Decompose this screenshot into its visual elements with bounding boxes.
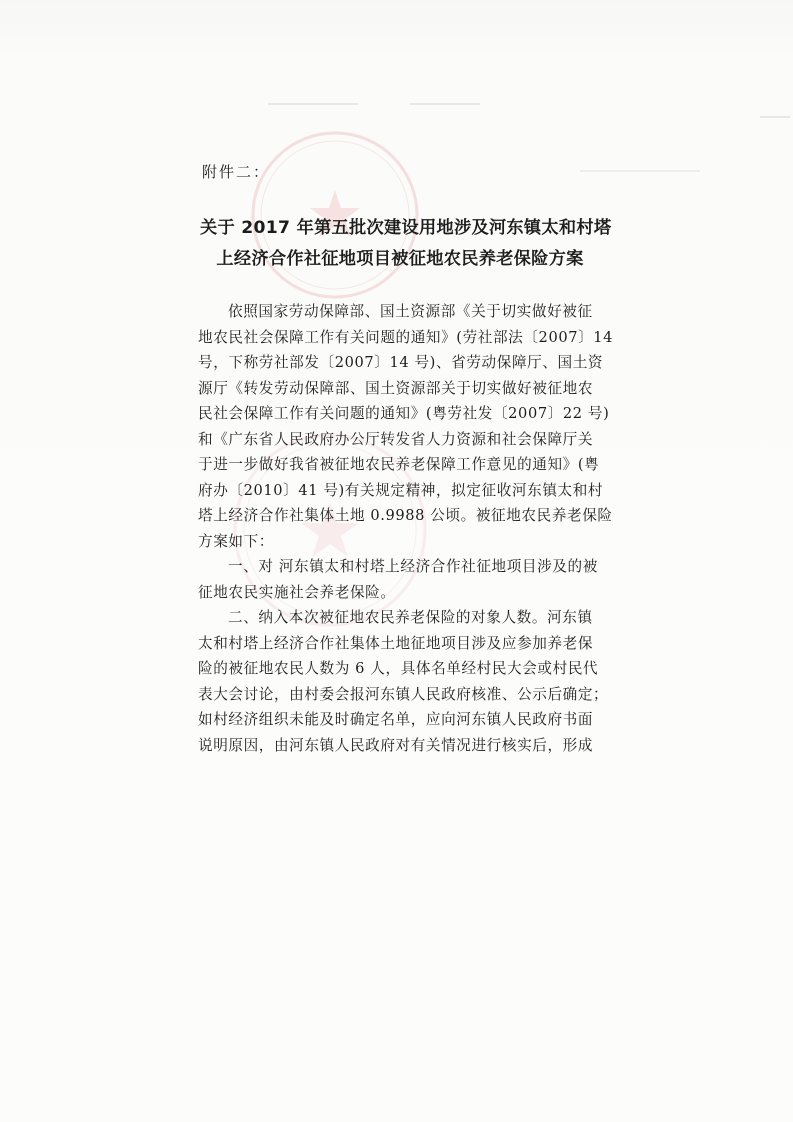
body-line: 征地农民实施社会养老保险。 [198,583,396,601]
scan-streak [580,170,700,172]
body-line: 险的被征地农民人数为 6 人，具体名单经村民大会或村民代 [198,660,599,677]
scan-streak [268,103,358,105]
body-line: 表大会讨论，由村委会报河东镇人民政府核准、公示后确定； [198,685,609,703]
document-body [198,299,614,758]
body-line: 二、纳入本次被征地农民养老保险的对象人数。河东镇 [228,609,593,626]
body-line: 府办〔2010〕41 号)有关规定精神，拟定征收河东镇太和村 [198,481,604,499]
body-line: 如村经济组织未能及时确定名单，应向河东镇人民政府书面 [198,711,594,728]
body-line: 依照国家劳动保障部、国土资源部《关于切实做好被征 [228,303,593,320]
body-line: 和《广东省人民政府办公厅转发省人力资源和社会保障厅关 [198,430,594,448]
body-line: 方案如下： [198,532,274,550]
body-line: 地农民社会保障工作有关问题的通知》(劳社部法〔2007〕14 [198,328,614,346]
body-line: 民社会保障工作有关问题的通知》(粤劳社发〔2007〕22 号) [198,405,610,422]
attachment-label: 附件二： [202,163,271,181]
title-line: 上经济合作社征地项目被征地农民养老保险方案 [216,249,584,269]
title-line: 关于 2017 年第五批次建设用地涉及河东镇太和村塔 [200,218,612,238]
body-line: 塔上经济合作社集体土地 0.9988 公顷。被征地农民养老保险 [198,507,613,524]
body-line: 说明原因，由河东镇人民政府对有关情况进行核实后，形成 [198,736,594,754]
body-line: 一、对 河东镇太和村塔上经济合作社征地项目涉及的被 [228,558,598,575]
scan-streak [410,103,480,105]
body-line: 于进一步做好我省被征地农民养老保障工作意见的通知》(粤 [198,456,600,473]
body-line: 太和村塔上经济合作社集体土地征地项目涉及应参加养老保 [198,634,594,652]
body-line: 源厅《转发劳动保障部、国土资源部关于切实做好被征地农 [198,379,594,397]
body-line: 号，下称劳社部发〔2007〕14 号)、省劳动保障厅、国土资 [198,354,604,371]
document-title [200,213,612,275]
scan-streak [760,116,790,118]
